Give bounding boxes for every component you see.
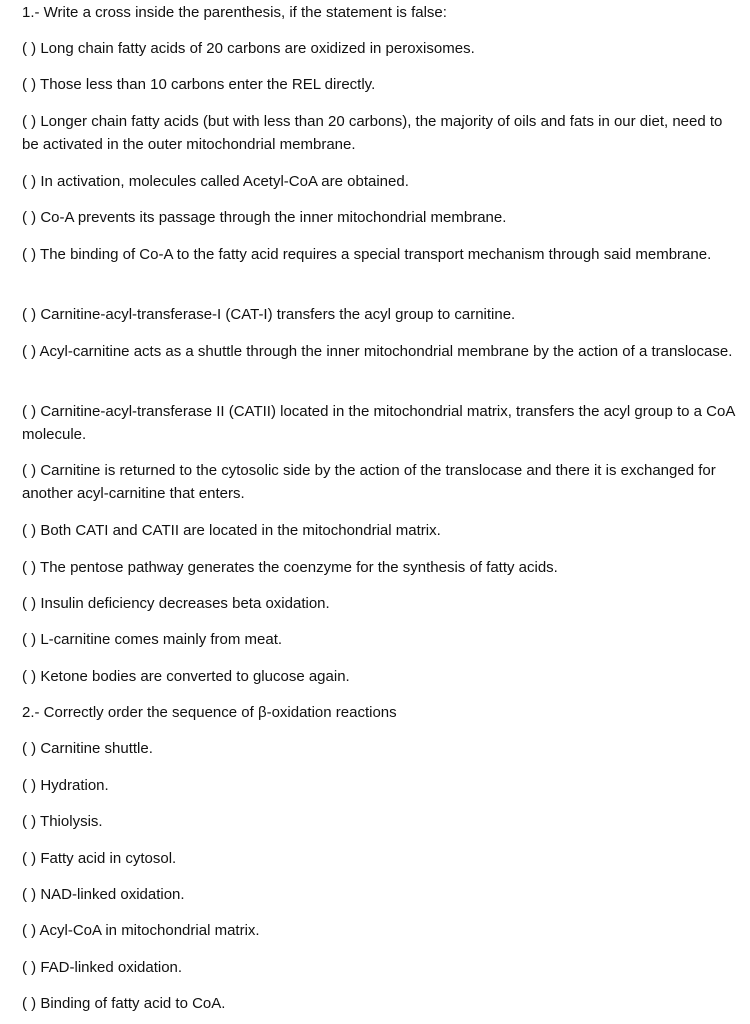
statement-item: ( ) Ketone bodies are converted to glucose again. — [22, 668, 350, 685]
statement-item: ( ) Co-A prevents its passage through the inner mitochondrial membrane. — [22, 209, 507, 226]
statement-item: ( ) Acyl-carnitine acts as a shuttle through the inner mitochondrial membrane by the action of a translocase. — [22, 343, 733, 360]
sequence-item: ( ) Binding of fatty acid to CoA. — [22, 995, 226, 1012]
sequence-item: ( ) Fatty acid in cytosol. — [22, 850, 177, 867]
section-1-heading: 1.- Write a cross inside the parenthesis, if the statement is false: — [22, 4, 447, 21]
statement-item: ( ) In activation, molecules called Acetyl-CoA are obtained. — [22, 173, 409, 190]
statement-item: ( ) Carnitine-acyl-transferase-I (CAT-I) transfers the acyl group to carnitine. — [22, 306, 516, 323]
sequence-item: ( ) Hydration. — [22, 777, 109, 794]
statement-item: ( ) Carnitine is returned to the cytosolic side by the action of the translocase and there it is exchanged for another acyl-carnitine that enters. — [22, 462, 716, 502]
statement-item: ( ) Those less than 10 carbons enter the REL directly. — [22, 76, 376, 93]
statement-item: ( ) L-carnitine comes mainly from meat. — [22, 631, 283, 648]
sequence-item: ( ) NAD-linked oxidation. — [22, 886, 185, 903]
statement-item: ( ) Longer chain fatty acids (but with less than 20 carbons), the majority of oils and fats in our diet, need to be activated in the outer mitochondrial membrane. — [22, 113, 723, 153]
sequence-item: ( ) Acyl-CoA in mitochondrial matrix. — [22, 922, 260, 939]
statement-item: ( ) Long chain fatty acids of 20 carbons are oxidized in peroxisomes. — [22, 40, 475, 57]
statement-item: ( ) The binding of Co-A to the fatty acid requires a special transport mechanism through said membrane. — [22, 246, 712, 263]
sequence-item: ( ) FAD-linked oxidation. — [22, 959, 183, 976]
sequence-item: ( ) Thiolysis. — [22, 813, 103, 830]
statement-item: ( ) Carnitine-acyl-transferase II (CATII) located in the mitochondrial matrix, transfers the acyl group to a CoA molecule. — [22, 403, 735, 443]
section-2-heading: 2.- Correctly order the sequence of β-oxidation reactions — [22, 704, 397, 721]
statement-item: ( ) The pentose pathway generates the coenzyme for the synthesis of fatty acids. — [22, 559, 558, 576]
statement-item: ( ) Both CATI and CATII are located in the mitochondrial matrix. — [22, 522, 441, 539]
sequence-item: ( ) Carnitine shuttle. — [22, 740, 153, 757]
statement-item: ( ) Insulin deficiency decreases beta oxidation. — [22, 595, 330, 612]
